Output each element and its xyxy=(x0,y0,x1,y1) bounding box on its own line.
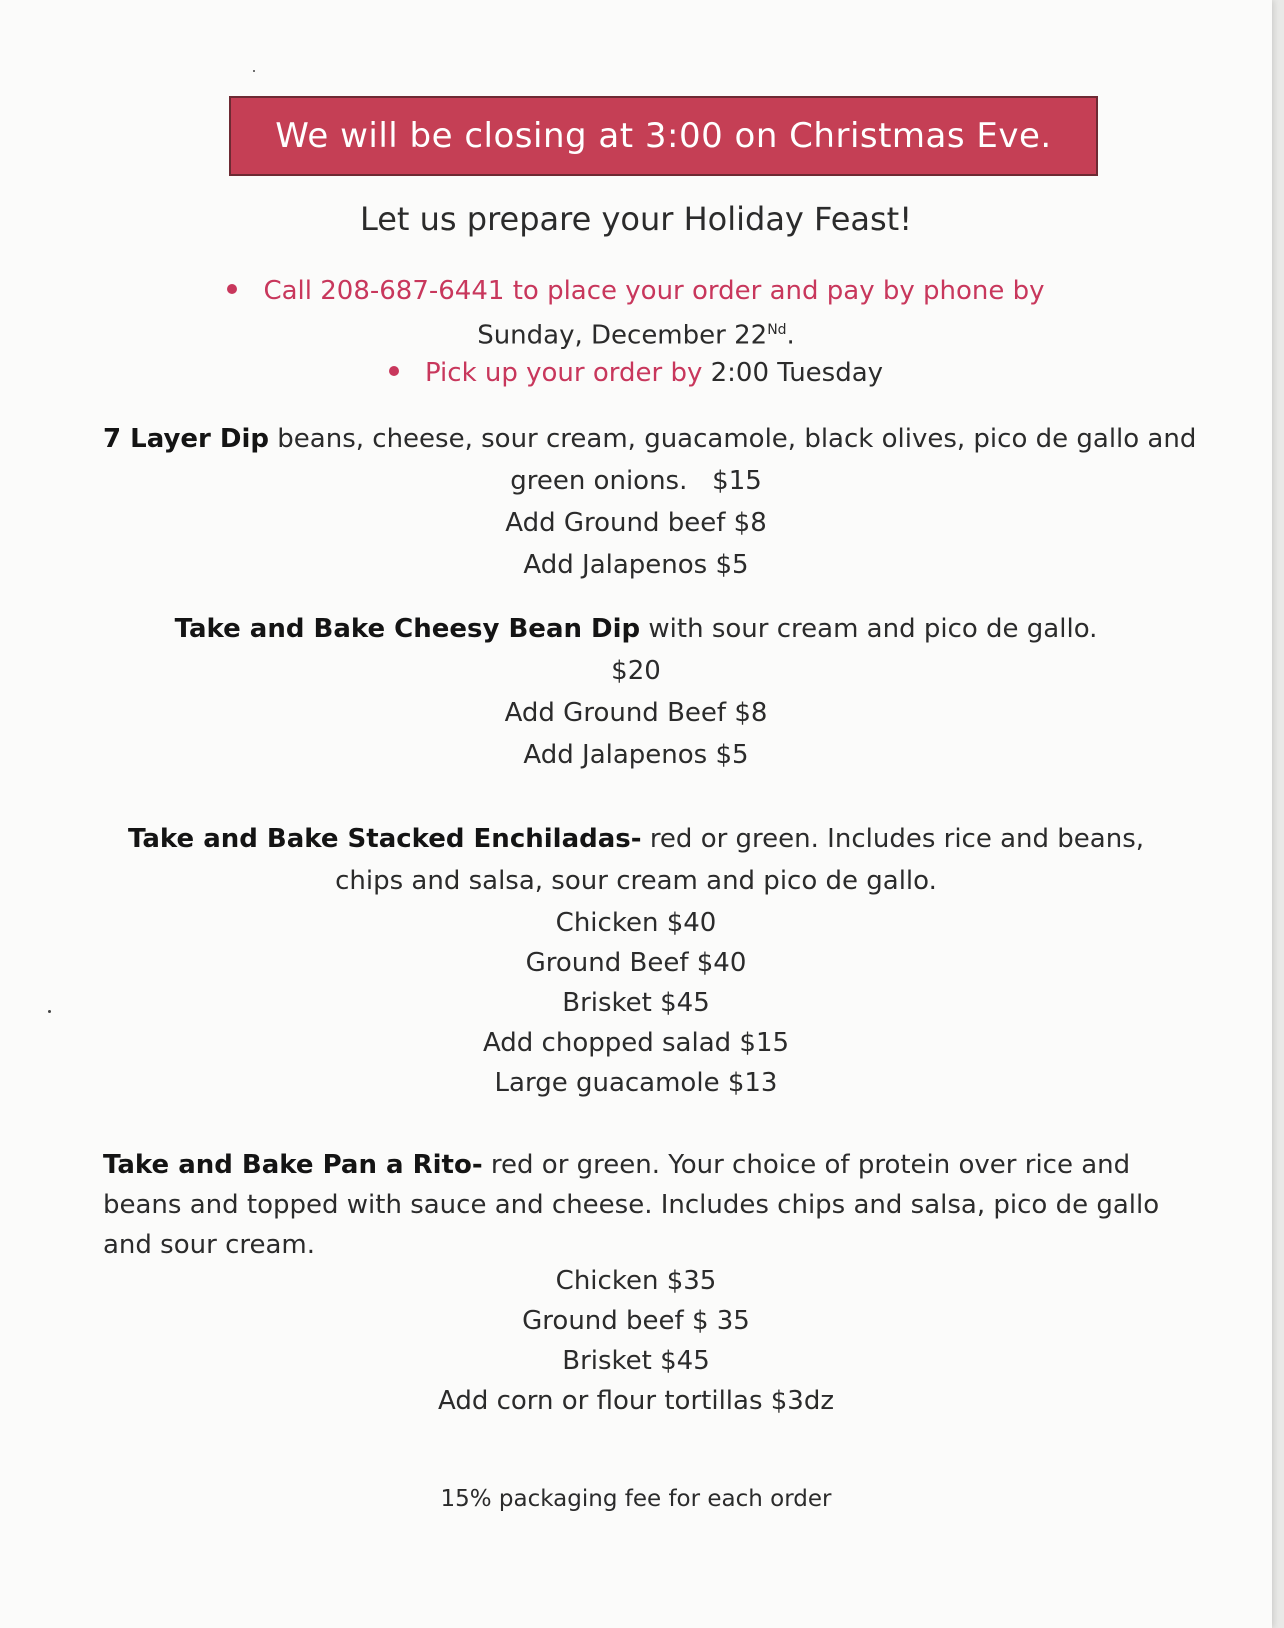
packaging-fee-note: 15% packaging fee for each order xyxy=(440,1486,832,1512)
layer-dip-desc-1: beans, cheese, sour cream, guacamole, black olives, pico de gallo and xyxy=(277,424,1197,454)
enchiladas-desc-line2: chips and salsa, sour cream and pico de gallo. xyxy=(335,866,937,896)
pan-a-rito-desc-line2: beans and topped with sauce and cheese. Includes chips and salsa, pico de gallo xyxy=(103,1190,1160,1220)
pan-a-rito-option: Add corn or flour tortillas $3dz xyxy=(438,1386,834,1416)
bullet-icon xyxy=(227,284,237,294)
order-call-text: Call 208-687-6441 to place your order and pay by phone by xyxy=(263,276,1045,306)
enchiladas-option: Brisket $45 xyxy=(562,988,710,1018)
bean-dip-desc: with sour cream and pico de gallo. xyxy=(648,614,1098,644)
bean-dip-addon: Add Ground Beef $8 xyxy=(504,698,768,728)
bean-dip-addon: Add Jalapenos $5 xyxy=(523,740,749,770)
paper-speck xyxy=(253,70,255,72)
bean-dip-name: Take and Bake Cheesy Bean Dip xyxy=(174,614,641,644)
order-deadline-punct: . xyxy=(786,320,795,351)
layer-dip-desc-line2: green onions. $15 xyxy=(510,466,762,496)
closing-notice-text: We will be closing at 3:00 on Christmas Eve. xyxy=(275,116,1052,156)
bean-dip-heading xyxy=(0,610,1272,648)
pan-a-rito-option: Ground beef $ 35 xyxy=(522,1306,750,1336)
order-deadline xyxy=(0,311,1272,355)
order-deadline-suffix: Nd xyxy=(767,322,787,338)
enchiladas-option: Add chopped salad $15 xyxy=(482,1028,790,1058)
pan-a-rito-option: Brisket $45 xyxy=(562,1346,710,1376)
layer-dip-name: 7 Layer Dip xyxy=(103,424,270,454)
pan-a-rito-desc-1: red or green. Your choice of protein over rice and xyxy=(490,1150,1131,1180)
pan-a-rito-desc-line3: and sour cream. xyxy=(103,1230,315,1260)
layer-dip-heading xyxy=(103,420,1196,458)
enchiladas-desc-1: red or green. Includes rice and beans, xyxy=(649,824,1145,854)
layer-dip-addon: Add Ground beef $8 xyxy=(505,508,767,538)
pan-a-rito-name: Take and Bake Pan a Rito- xyxy=(103,1150,483,1180)
pan-a-rito-heading xyxy=(103,1146,1130,1184)
bean-dip-price: $20 xyxy=(611,656,661,686)
enchiladas-heading xyxy=(0,820,1272,858)
enchiladas-option: Ground Beef $40 xyxy=(525,948,747,978)
pan-a-rito-option: Chicken $35 xyxy=(555,1266,717,1296)
enchiladas-option: Chicken $40 xyxy=(555,908,717,938)
closing-notice-banner xyxy=(229,96,1098,176)
pickup-time: 2:00 Tuesday xyxy=(710,358,884,388)
order-instruction-pickup xyxy=(0,354,1272,392)
order-deadline-text: Sunday, December 22 xyxy=(477,320,768,351)
headline: Let us prepare your Holiday Feast! xyxy=(359,200,913,238)
bullet-icon xyxy=(389,366,399,376)
enchiladas-name: Take and Bake Stacked Enchiladas- xyxy=(127,824,642,854)
pickup-prefix: Pick up your order by xyxy=(424,358,703,388)
layer-dip-addon: Add Jalapenos $5 xyxy=(523,550,749,580)
enchiladas-option: Large guacamole $13 xyxy=(494,1068,778,1098)
order-instruction-call xyxy=(0,272,1272,310)
